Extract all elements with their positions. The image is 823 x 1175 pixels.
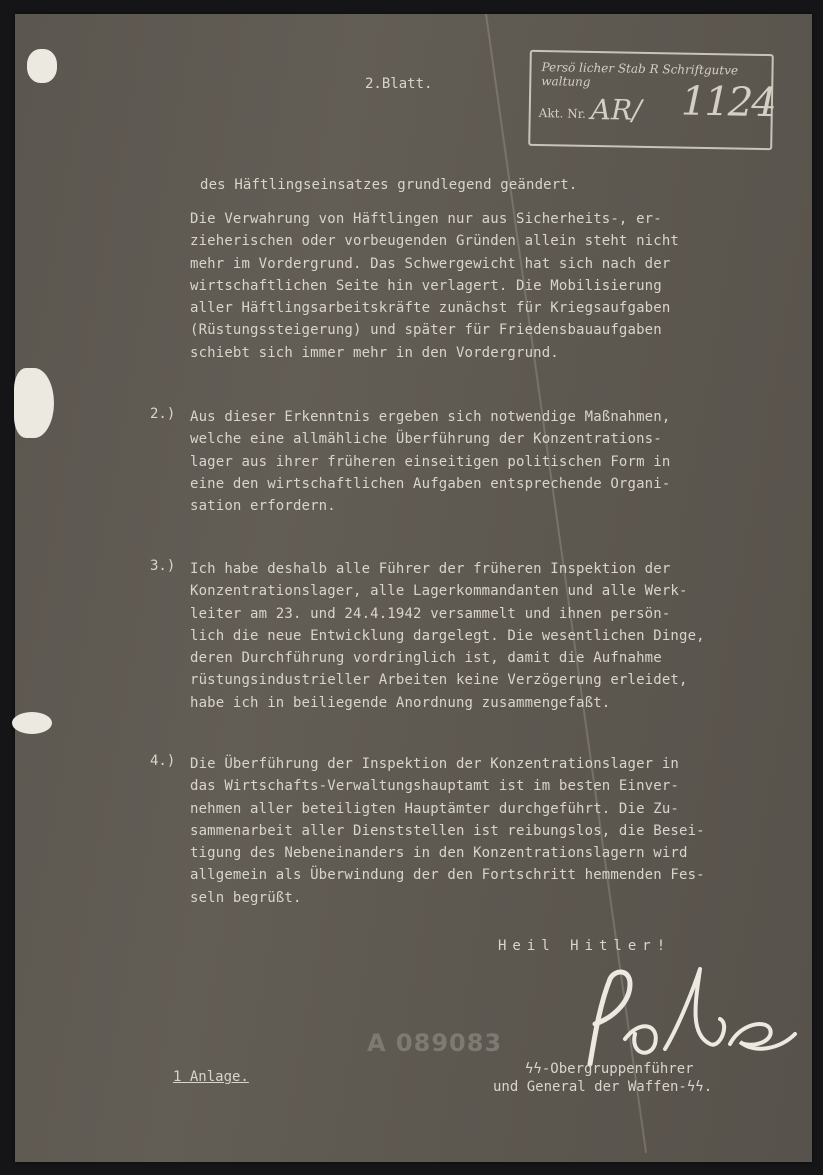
archive-stamp bbox=[528, 50, 774, 150]
paragraph-2: Aus dieser Erkenntnis ergeben sich notwendige Maßnahmen, welche eine allmähliche Überführung der Konzentrations- lager aus ihrer früheren einseitigen politischen Form in eine den wirtschaftlichen Aufgaben entsprechende Organi- sation erfordern. bbox=[190, 409, 671, 515]
item-number-3: 3.) bbox=[150, 558, 176, 574]
signatory-title: und General der Waffen-ϟϟ. bbox=[493, 1079, 713, 1095]
stamp-file-label: Akt. Nr. bbox=[538, 106, 586, 121]
stamp-text-line1: Persö licher Stab R Schriftgutve waltung bbox=[541, 60, 739, 89]
page-number: 2.Blatt. bbox=[365, 76, 433, 92]
paper-tear-mark bbox=[27, 49, 57, 83]
paragraph-4: Die Überführung der Inspektion der Konzentrationslager in das Wirtschafts-Verwaltungshauptamt ist im besten Einver- nehmen aller beteiligten Hauptämter durchgeführt. Die Zu- sammenarbeit aller Dienststellen ist reibungslos, die Besei- tigung des Nebeneinanders in den Konzentrationslagern wird allgemein als Überwindung der den Fortschritt hemmenden Fes- seln begrüßt. bbox=[190, 756, 705, 906]
continuation-line: des Häftlingseinsatzes grundlegend geändert. bbox=[200, 177, 578, 193]
item-number-2: 2.) bbox=[150, 406, 176, 422]
paper-tear-mark bbox=[12, 712, 52, 734]
archive-number-stamp: A 089083 bbox=[367, 1029, 503, 1057]
stamp-handwritten-number: 1124 bbox=[680, 78, 776, 127]
item-number-4: 4.) bbox=[150, 753, 176, 769]
paragraph-3: Ich habe deshalb alle Führer der früheren Inspektion der Konzentrationslager, alle Lagerkommandanten und alle Werk- leiter am 23. und 24.4.1942 versammelt und ihnen persön- lich die neue Entwicklung dargelegt. Die wesentlichen Dinge, deren Durchführung vordringlich ist, damit die Aufnahme rüstungsindustrieller Arbeiten keine Verzögerung erleidet, habe ich in beiliegende Anordnung zusammengefaßt. bbox=[190, 561, 705, 711]
document-page bbox=[15, 14, 812, 1162]
paragraph-1: Die Verwahrung von Häftlingen nur aus Sicherheits-, er- zieherischen oder vorbeugenden Gründen allein steht nicht mehr im Vordergrund. Das Schwergewicht hat sich nach der wirtschaftlichen Seite hin verlagert. Die Mobilisierung aller Häftlingsarbeitskräfte zunächst für Kriegsaufgaben (Rüstungssteigerung) und später für Friedensbauaufgaben schiebt sich immer mehr in den Vordergrund. bbox=[190, 211, 679, 361]
paper-tear-mark bbox=[14, 368, 54, 438]
enclosure-note: 1 Anlage. bbox=[173, 1069, 249, 1085]
closing-salutation: Heil Hitler! bbox=[498, 938, 672, 954]
signatory-rank: ϟϟ-Obergruppenführer bbox=[525, 1061, 694, 1077]
handwritten-signature bbox=[570, 964, 800, 1074]
stamp-file-number: AR/ bbox=[590, 92, 642, 127]
